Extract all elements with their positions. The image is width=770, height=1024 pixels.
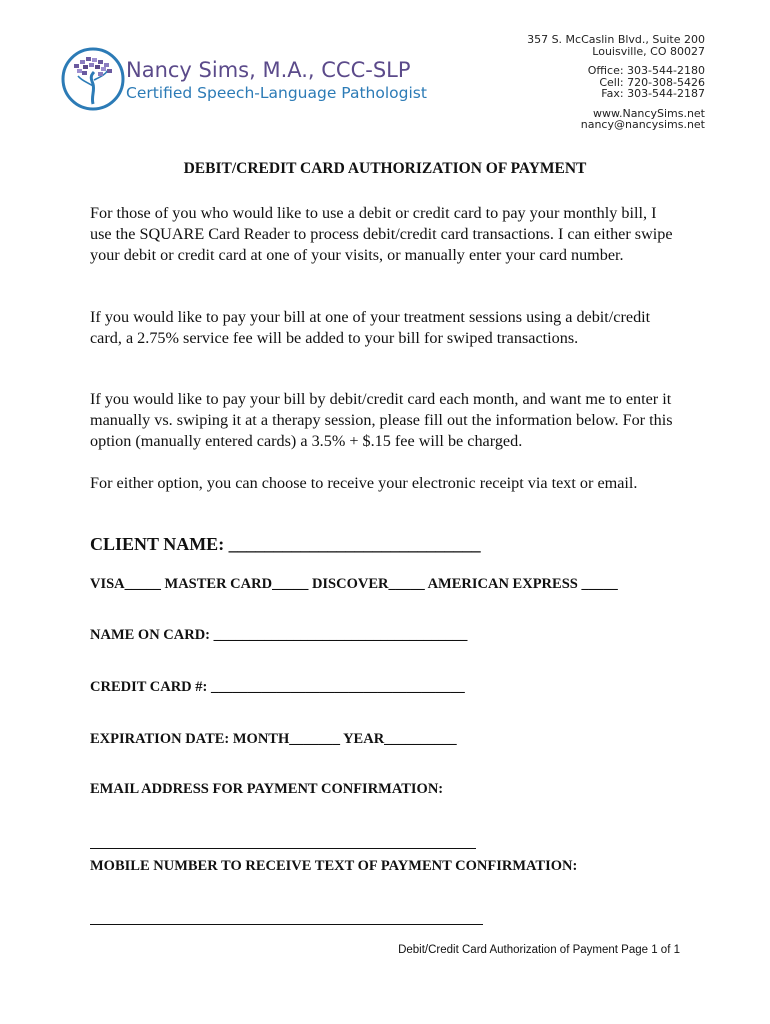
- office-phone: Office: 303-544-2180: [587, 64, 705, 77]
- paragraph-swipe-fee: If you would like to pay your bill at one of your treatment sessions using a debit/credit card, a 2.75% service fee will be added to your bill for swiped transactions.: [90, 308, 651, 347]
- letterhead-name: Nancy Sims, M.A., CCC-SLP: [126, 58, 411, 82]
- paragraph-receipt-option: For either option, you can choose to receive your electronic receipt via text or email.: [90, 474, 638, 492]
- letterhead-subtitle: Certified Speech-Language Pathologist: [126, 84, 427, 102]
- email-link[interactable]: nancy@nancysims.net: [580, 118, 705, 131]
- name-on-card-field[interactable]: NAME ON CARD: ___________________________________: [90, 627, 468, 643]
- expiration-date-field[interactable]: EXPIRATION DATE: MONTH_______ YEAR__________: [90, 731, 457, 747]
- email-entry-line[interactable]: [90, 848, 476, 849]
- paragraph-square-reader: For those of you who would like to use a debit or credit card to pay your monthly bill, I use the SQUARE Card Reader to process debit/credit card transactions. I can either swipe your debit or credit card at one of your visits, or manually enter your card number.: [90, 204, 673, 264]
- paragraph-manual-fee: If you would like to pay your bill by debit/credit card each month, and want me to enter it manually vs. swiping it at a therapy session, please fill out the information below. For this option (manually entered cards) a 3.5% + $.15 fee will be charged.: [90, 390, 673, 450]
- credit-card-number-field[interactable]: CREDIT CARD #: ___________________________________: [90, 679, 465, 695]
- document-title: DEBIT/CREDIT CARD AUTHORIZATION OF PAYMENT: [183, 160, 587, 177]
- mobile-entry-line[interactable]: [90, 924, 483, 925]
- card-type-field[interactable]: VISA_____ MASTER CARD_____ DISCOVER_____ AMERICAN EXPRESS _____: [90, 576, 618, 592]
- address-line-1: 357 S. McCaslin Blvd., Suite 200: [527, 33, 705, 46]
- letterhead-logo: [60, 46, 427, 112]
- address-line-2: Louisville, CO 80027: [592, 44, 705, 58]
- client-name-field[interactable]: CLIENT NAME: ____________________________: [90, 534, 481, 554]
- tree-logo-icon: [60, 46, 126, 112]
- letterhead-contact: [527, 34, 705, 131]
- email-confirmation-label: EMAIL ADDRESS FOR PAYMENT CONFIRMATION:: [90, 781, 444, 797]
- mobile-confirmation-label: MOBILE NUMBER TO RECEIVE TEXT OF PAYMENT CONFIRMATION:: [90, 858, 578, 874]
- website-link[interactable]: www.NancySims.net: [592, 106, 705, 120]
- cell-phone: Cell: 720-308-5426: [599, 75, 705, 89]
- fax-number: Fax: 303-544-2187: [601, 87, 705, 100]
- page-footer: Debit/Credit Card Authorization of Payment Page 1 of 1: [398, 944, 680, 956]
